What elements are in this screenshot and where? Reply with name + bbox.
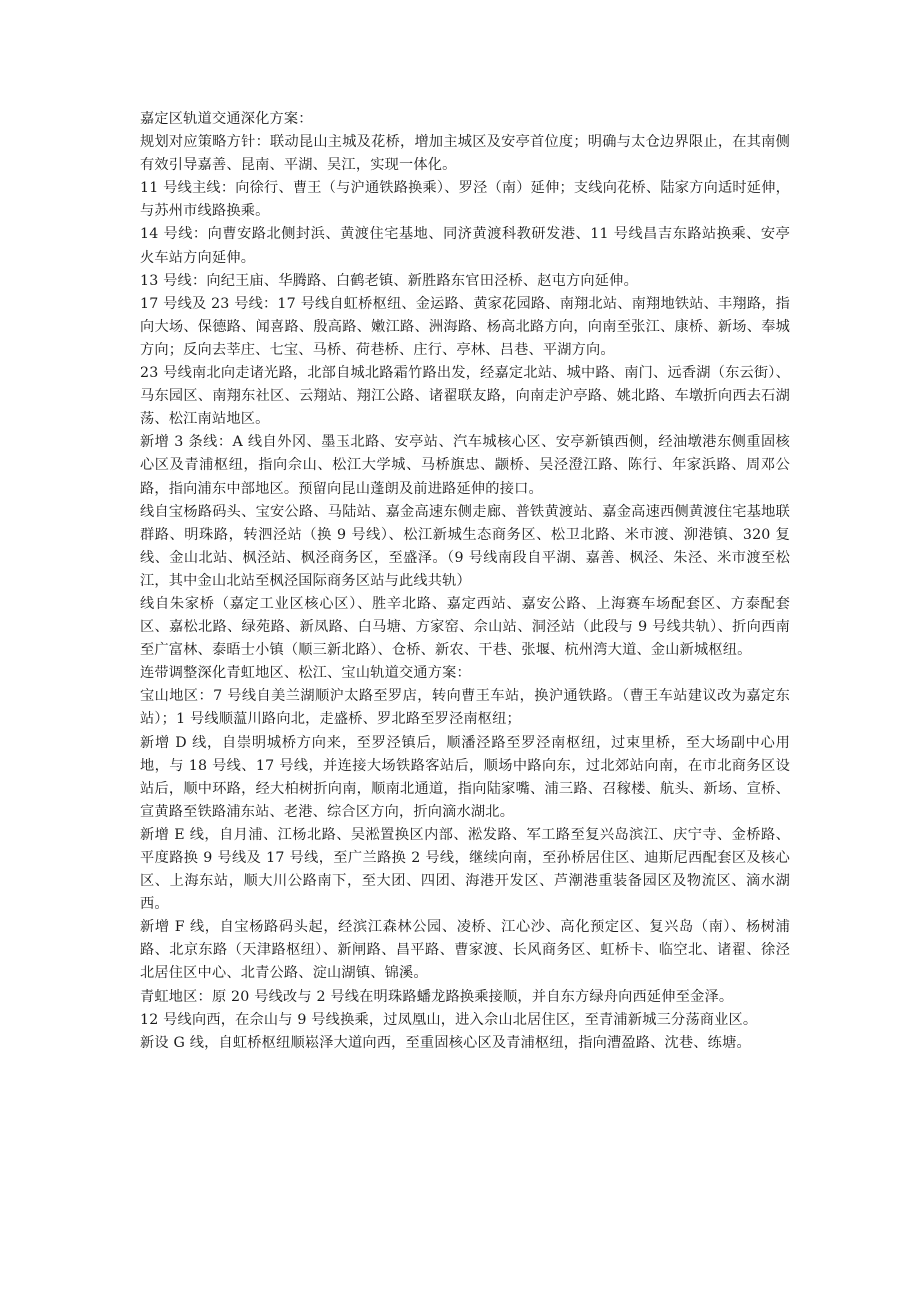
paragraph-strategy: 规划对应策略方针：联动昆山主城及花桥，增加主城区及安亭首位度；明确与太仓边界限止，在其南侧有效引导嘉善、昆南、平湖、吴江，实现一体化。 (140, 134, 790, 174)
paragraph-line-g: 新设 G 线，自虹桥枢纽顺崧泽大道向西，至重固核心区及青浦枢纽，指向漕盈路、沈巷、练塘。 (140, 1034, 751, 1051)
paragraph-line-d: 新增 D 线，自崇明城桥方向来，至罗泾镇后，顺潘泾路至罗泾南枢纽，过束里桥，至大场副中心用地，与 18 号线、17 号线，并连接大场铁路客站后，顺场中路向东，过北郊站向南，在市北商务区设站后，顺中环路，经大柏树折向南，顺南北通道，指向陆家嘴、浦三路、召稼楼、航头、新场、宣桥、宣黄路至铁路浦东站、老港、综合区方向，折向滴水湖北。 (140, 734, 790, 820)
paragraph-qinghong: 青虹地区：原 20 号线改与 2 号线在明珠路蟠龙路换乘接顺，并自东方绿舟向西延伸至金泽。 (140, 988, 734, 1005)
paragraph-line-e: 新增 E 线，自月浦、江杨北路、吴淞置换区内部、淞发路、军工路至复兴岛滨江、庆宁寺、金桥路、平度路换 9 号线及 17 号线，至广兰路换 2 号线，继续向南，至孙桥居住区、迪斯尼西配套区及核心区、上海东站，顺大川公路南下，至大团、四团、海港开发区、芦潮港重装备园区及物流区、滴水湖西。 (140, 826, 790, 913)
document-title: 嘉定区轨道交通深化方案： (140, 111, 313, 127)
section-heading-adjustments: 连带调整深化青虹地区、松江、宝山轨道交通方案： (140, 665, 471, 682)
paragraph-line-f: 新增 F 线，自宝杨路码头起，经滨江森林公园、凌桥、江心沙、高化预定区、复兴岛（南）、杨树浦路、北京东路（天津路枢纽）、新闸路、昌平路、曹家渡、长风商务区、虹桥卡、临空北、诸翟、徐泾北居住区中心、北青公路、淀山湖镇、锦溪。 (140, 919, 790, 982)
paragraph-new-line-c: 线自朱家桥（嘉定工业区核心区）、胜辛北路、嘉定西站、嘉安公路、上海赛车场配套区、方泰配套区、嘉松北路、绿苑路、新凤路、白马塘、方家窑、佘山站、洞泾站（此段与 9 号线共轨）、折向西南至广富林、泰晤士小镇（顺三新北路）、仓桥、新农、干巷、张堰、杭州湾大道、金山新城枢纽。 (140, 595, 790, 659)
paragraph-line-12: 12 号线向西，在佘山与 9 号线换乘，过凤凰山，进入佘山北居住区，至青浦新城三分荡商业区。 (140, 1011, 758, 1028)
paragraph-new-line-b: 线自宝杨路码头、宝安公路、马陆站、嘉金高速东侧走廊、普铁黄渡站、嘉金高速西侧黄渡住宅基地联群路、明珠路，转泗泾站（换 9 号线）、松江新城生态商务区、松卫北路、米市渡、泖港镇、320 复线、金山北站、枫泾站、枫泾商务区，至盛泽。（9 号线南段自平湖、嘉善、枫泾、朱泾、米市渡至松江，其中金山北站至枫泾国际商务区站与此线共轨） (140, 503, 790, 589)
paragraph-line-23: 23 号线南北向走诸光路，北部自城北路霜竹路出发，经嘉定北站、城中路、南门、远香湖（东云街）、马东园区、南翔东社区、云翔站、翔江公路、诸翟联友路，向南走沪亭路、姚北路、车墩折向西去石湖荡、松江南站地区。 (140, 365, 790, 428)
paragraph-baoshan: 宝山地区：7 号线自美兰湖顺沪太路至罗店，转向曹王车站，换沪通铁路。（曹王车站建议改为嘉定东站）；1 号线顺蕰川路向北，走盛桥、罗北路至罗泾南枢纽； (140, 688, 790, 728)
paragraph-new-lines-a: 新增 3 条线：A 线自外冈、墨玉北路、安亭站、汽车城核心区、安亭新镇西侧，经油墩港东侧重固核心区及青浦枢纽，指向佘山、松江大学城、马桥旗忠、颛桥、吴泾澄江路、陈行、年家浜路、周邓公路，指向浦东中部地区。预留向昆山蓬朗及前进路延伸的接口。 (140, 434, 790, 497)
paragraph-line-13: 13 号线：向纪王庙、华腾路、白鹤老镇、新胜路东官田泾桥、赵屯方向延伸。 (140, 272, 638, 289)
paragraph-line-17-23: 17 号线及 23 号线：17 号线自虹桥枢纽、金运路、黄家花园路、南翔北站、南翔地铁站、丰翔路，指向大场、保德路、闻喜路、殷高路、嫩江路、洲海路、杨高北路方向，向南至张江、康桥、新场、奉城方向；反向去莘庄、七宝、马桥、荷巷桥、庄行、亭林、吕巷、平湖方向。 (140, 295, 790, 358)
document-body (140, 108, 790, 1055)
paragraph-line-14: 14 号线：向曹安路北侧封浜、黄渡住宅基地、同济黄渡科教研发港、11 号线昌吉东路站换乘、安亭火车站方向延伸。 (140, 226, 790, 266)
paragraph-line-11: 11 号线主线：向徐行、曹王（与沪通铁路换乘）、罗泾（南）延伸；支线向花桥、陆家方向适时延伸，与苏州市线路换乘。 (140, 180, 790, 220)
